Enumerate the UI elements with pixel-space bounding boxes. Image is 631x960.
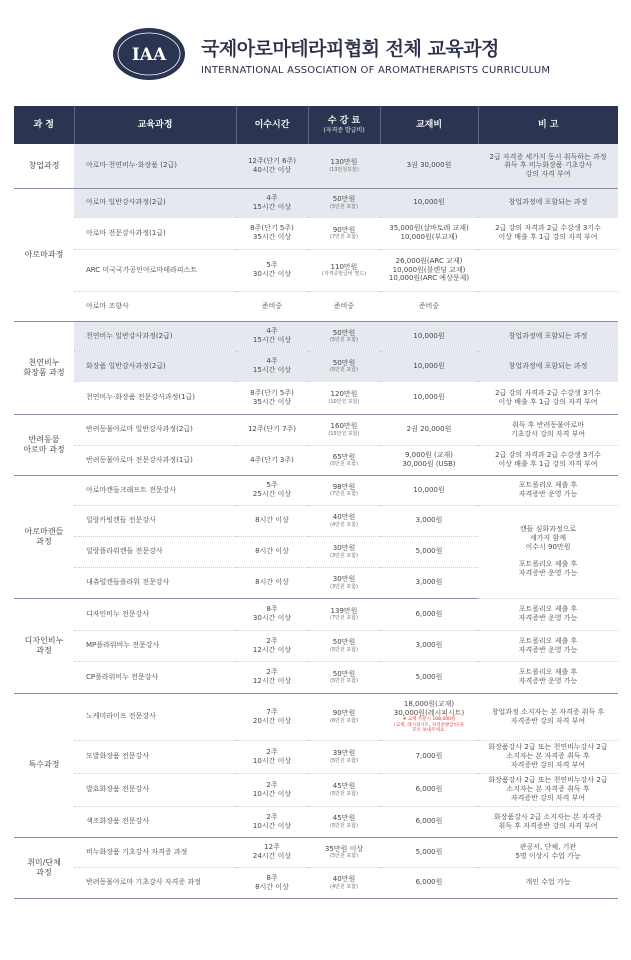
note-cell: 포트폴리오 제출 후 자격증반 운영 가능: [478, 475, 618, 505]
table-row: [14, 217, 618, 249]
fee-cell: [308, 381, 380, 414]
fee-sub: (5만원 포함): [330, 853, 358, 860]
fee-value: 160만원: [330, 422, 358, 430]
material-value: 10,000원: [413, 331, 445, 340]
course-cell: 천연비누·화장품 전문강사과정(1급): [74, 381, 236, 414]
course-cell: 내츄럴캔들플라워 전문강사: [74, 567, 236, 598]
fee-cell: [308, 630, 380, 661]
fee-value: 50만원: [332, 195, 356, 203]
table-row: [14, 630, 618, 661]
category-cell: 특수과정: [14, 693, 74, 837]
table-row: [14, 598, 618, 630]
fee-sub: (3만원 포함): [330, 583, 358, 590]
hours-cell: 8주 8시간 이상: [236, 867, 308, 898]
hours-cell: 5주 30시간 이상: [236, 249, 308, 291]
fee-sub: (10만원 포함): [328, 398, 360, 405]
fee-sub: (13만원포함): [329, 167, 359, 173]
material-cell: [380, 188, 478, 217]
fee-cell: [308, 475, 380, 505]
material-cell: [380, 837, 478, 867]
hours-cell: 8주(단기 5주) 35시간 이상: [236, 381, 308, 414]
material-value: 6,000원: [415, 878, 443, 887]
fee-cell: [308, 505, 380, 536]
note-cell: 2급 강의 자격과 2급 수강생 3기수 이상 배출 후 1급 강의 자격 부여: [478, 217, 618, 249]
material-value: 2권 20,000원: [406, 425, 452, 434]
note-cell: 창업과정에 포함되는 과정: [478, 351, 618, 381]
course-cell: 반려동물아로마 일반강사과정(2급): [74, 414, 236, 445]
hours-cell: 8시간 이상: [236, 536, 308, 567]
fee-cell: [308, 217, 380, 249]
fee-sub: (15만원 포함): [328, 430, 360, 437]
category-cell: 반려동물 아로마 과정: [14, 414, 74, 475]
fee-cell: [308, 188, 380, 217]
material-cell: [380, 598, 478, 630]
material-cell: [380, 505, 478, 536]
fee-value: 30만원: [332, 544, 356, 552]
hours-cell: 2주 12시간 이상: [236, 630, 308, 661]
hours-cell: 2주 10시간 이상: [236, 740, 308, 773]
material-cell: [380, 475, 478, 505]
material-note: ※ 교재 주문시 108,000원 (교재, 레시피시트, 자격증발급비)을 모두 보내주세요.: [393, 717, 465, 733]
fee-cell: [308, 321, 380, 351]
fee-sub: (5만원 포함): [330, 790, 358, 797]
fee-sub: (7만원 포함): [330, 234, 358, 241]
fee-sub: (7만원 포함): [330, 491, 358, 498]
material-cell: [380, 536, 478, 567]
hours-cell: 4주 15시간 이상: [236, 188, 308, 217]
fee-value: 45만원: [332, 814, 356, 822]
fee-sub: (5만원 포함): [330, 461, 358, 468]
fee-cell: [308, 598, 380, 630]
fee-cell: [308, 806, 380, 837]
material-value: 6,000원: [415, 609, 443, 618]
material-cell: [380, 773, 478, 806]
material-value: 3,000원: [415, 641, 443, 650]
fee-cell: [308, 351, 380, 381]
course-cell: 반려동물아로마 전문강사과정(1급): [74, 445, 236, 475]
fee-cell: [308, 445, 380, 475]
course-cell: 아로마 일반강사과정(2급): [74, 188, 236, 217]
material-cell: [380, 567, 478, 598]
material-cell: [380, 445, 478, 475]
table-row: [14, 773, 618, 806]
category-cell: 아로마과정: [14, 188, 74, 321]
note-cell: 창업과정 소지자는 본 자격증 취득 후 자격증반 강의 자격 부여: [478, 693, 618, 740]
material-cell: [380, 291, 478, 321]
fee-sub: (자격증발급비 별도): [321, 271, 367, 278]
fee-value: 110만원: [330, 262, 358, 271]
table-row: [14, 291, 618, 321]
category-cell: 아로마캔들 과정: [14, 475, 74, 598]
page-title: 국제아로마테라피협회 전체 교육과정: [201, 38, 499, 60]
material-value: 준비중: [418, 301, 440, 310]
material-value: 10,000원: [413, 361, 445, 370]
hours-cell: 8주(단기 5주) 35시간 이상: [236, 217, 308, 249]
table-row: [14, 249, 618, 291]
material-value: 5,000원: [415, 672, 443, 681]
material-value: 5,000원: [415, 847, 443, 856]
table-row: [14, 837, 618, 867]
material-cell: [380, 661, 478, 693]
note-cell: 포트폴리오 제출 후 자격증반 운영 가능: [478, 630, 618, 661]
note-cell: 2급 강의 자격과 2급 수강생 3기수 이상 배출 후 1급 강의 자격 부여: [478, 381, 618, 414]
table-row: [14, 505, 618, 536]
table-row: [14, 867, 618, 898]
fee-sub: (5만원 포함): [330, 822, 358, 829]
note-cell: 창업과정에 포함되는 과정: [478, 188, 618, 217]
material-value: 10,000원: [413, 393, 445, 402]
material-value: 10,000원: [413, 485, 445, 494]
note-cell: 화장품강사 2급 또는 천연비누강사 2급 소지자는 본 자격증 취득 후 자격증반 강의 자격 부여: [478, 773, 618, 806]
fee-sub: (3만원 포함): [330, 552, 358, 559]
page-subtitle: INTERNATIONAL ASSOCIATION OF AROMATHERAPISTS CURRICULUM: [201, 65, 551, 76]
note-cell: 취득 후 반려동물아로마 기초강사 강의 자격 부여: [478, 414, 618, 445]
fee-cell: [308, 414, 380, 445]
fee-sub: (5만원 포함): [330, 337, 358, 344]
header-hours: 이수시간: [236, 106, 308, 144]
fee-sub: (6만원 포함): [330, 717, 358, 724]
hours-cell: 12주(단기 6주) 40시간 이상: [236, 144, 308, 188]
fee-value: 65만원: [332, 452, 356, 461]
page-header: [0, 0, 631, 104]
table-body: [14, 144, 618, 898]
fee-cell: [308, 291, 380, 321]
hours-cell: 12주(단기 7주): [236, 414, 308, 445]
hours-cell: 8시간 이상: [236, 505, 308, 536]
course-cell: 디자인비누 전문강사: [74, 598, 236, 630]
material-value: 35,000원(살바토레 교재) 10,000원(부교재): [389, 224, 469, 241]
header-category: 과 정: [14, 106, 74, 144]
fee-sub: (4만원 포함): [330, 883, 358, 890]
material-cell: [380, 351, 478, 381]
material-cell: [380, 740, 478, 773]
header-note: 비 고: [478, 106, 618, 144]
table-row: [14, 144, 618, 188]
table-row: [14, 321, 618, 351]
category-cell: 창업과정: [14, 144, 74, 188]
hours-cell: 2주 10시간 이상: [236, 806, 308, 837]
course-cell: 아로마캔들크래프트 전문강사: [74, 475, 236, 505]
fee-value: 50만원: [332, 638, 356, 646]
note-cell: 관공서, 단체, 기관 5명 이상시 수업 가능: [478, 837, 618, 867]
material-value: 7,000원: [415, 752, 443, 761]
table-row: [14, 475, 618, 505]
note-cell: [478, 249, 618, 291]
note-cell: 2급 강의 자격과 2급 수강생 3기수 이상 배출 후 1급 강의 자격 부여: [478, 445, 618, 475]
course-cell: 발효화장품 전문강사: [74, 773, 236, 806]
header-fee: 수 강 료 (자격증 발급비): [308, 106, 380, 144]
course-cell: 모발화장품 전문강사: [74, 740, 236, 773]
course-cell: CP플라워비누 전문강사: [74, 661, 236, 693]
note-cell: 개인 수업 가능: [478, 867, 618, 898]
note-cell: 화장품강사 2급 또는 천연비누강사 2급 소지자는 본 자격증 취득 후 자격증반 강의 자격 부여: [478, 740, 618, 773]
fee-value: 90만원: [332, 709, 356, 717]
material-value: 3,000원: [415, 516, 443, 525]
table-row: [14, 381, 618, 414]
hours-cell: 4주(단기 3주): [236, 445, 308, 475]
logo-text: IAA: [131, 45, 167, 65]
fee-cell: [308, 867, 380, 898]
hours-cell: 8주 30시간 이상: [236, 598, 308, 630]
note-cell: [478, 291, 618, 321]
fee-value: 40만원: [332, 513, 356, 521]
material-cell: [380, 144, 478, 188]
fee-cell: [308, 773, 380, 806]
course-cell: 비누화장품 기초강사 자격증 과정: [74, 837, 236, 867]
table-row: [14, 445, 618, 475]
course-cell: 색조화장품 전문강사: [74, 806, 236, 837]
fee-value: 50만원: [332, 328, 356, 337]
category-cell: 천연비누 화장품 과정: [14, 321, 74, 414]
fee-value: 139만원: [330, 606, 358, 615]
table-row: [14, 351, 618, 381]
table-row: [14, 806, 618, 837]
fee-sub: (5만원 포함): [330, 757, 358, 764]
category-cell: 디자인비누 과정: [14, 598, 74, 693]
header-course: 교육과정: [74, 106, 236, 144]
fee-sub: (5만원 포함): [330, 646, 358, 653]
material-value: 5,000원: [415, 547, 443, 556]
fee-sub: (5만원 포함): [330, 678, 358, 685]
category-cell: 취미/단체 과정: [14, 837, 74, 898]
material-cell: [380, 806, 478, 837]
fee-value: 39만원: [332, 749, 356, 757]
curriculum-table: [14, 106, 618, 899]
note-cell: 창업과정에 포함되는 과정: [478, 321, 618, 351]
note-cell: 포트폴리오 제출 후 자격증반 운영 가능: [478, 661, 618, 693]
material-cell: [380, 249, 478, 291]
hours-cell: 4주 15시간 이상: [236, 351, 308, 381]
fee-value: 50만원: [332, 669, 356, 678]
course-cell: 노케미라이프 전문강사: [74, 693, 236, 740]
hours-cell: 5주 25시간 이상: [236, 475, 308, 505]
course-cell: 반려동물아로마 기초강사 자격증 과정: [74, 867, 236, 898]
course-cell: 화장품 일반강사과정(2급): [74, 351, 236, 381]
material-value: 9,000원 (교재) 30,000원 (USB): [402, 451, 456, 468]
fee-sub: (7만원 포함): [330, 615, 358, 622]
hours-cell: 4주 15시간 이상: [236, 321, 308, 351]
note-cell: 2급 자격증 세가지 동시 취득하는 과정 취득 후 비누화장품 기초강사 강의 자격 부여: [478, 144, 618, 188]
hours-cell: 8시간 이상: [236, 567, 308, 598]
table-row: [14, 414, 618, 445]
material-cell: [380, 867, 478, 898]
material-cell: [380, 414, 478, 445]
material-value: 6,000원: [415, 785, 443, 794]
course-cell: 천연비누 일반강사과정(2급): [74, 321, 236, 351]
fee-cell: [308, 144, 380, 188]
table-row: [14, 693, 618, 740]
hours-cell: 2주 10시간 이상: [236, 773, 308, 806]
fee-value: 30만원: [332, 575, 356, 583]
material-cell: [380, 321, 478, 351]
hours-cell: 2주 12시간 이상: [236, 661, 308, 693]
course-cell: 아로마 조향사: [74, 291, 236, 321]
material-cell: [380, 693, 478, 740]
header-material: 교재비: [380, 106, 478, 144]
note-cell: 포트폴리오 제출 후 자격증반 운영 가능: [478, 598, 618, 630]
course-cell: 일랑카빙캔들 전문강사: [74, 505, 236, 536]
fee-value: 98만원: [332, 482, 356, 491]
fee-cell: [308, 567, 380, 598]
fee-value: 45만원: [332, 782, 356, 790]
fee-value: 130만원: [330, 158, 358, 167]
material-cell: [380, 381, 478, 414]
fee-sub: (5만원 포함): [330, 367, 358, 374]
fee-cell: [308, 837, 380, 867]
fee-cell: [308, 740, 380, 773]
material-cell: [380, 630, 478, 661]
course-cell: 아로마 전문강사과정(1급): [74, 217, 236, 249]
material-value: 3권 30,000원: [406, 161, 452, 170]
table-header-row: [14, 106, 618, 144]
fee-sub: (4만원 포함): [330, 521, 358, 528]
table-row: [14, 188, 618, 217]
fee-value: 준비중: [333, 301, 355, 310]
material-value: 3,000원: [415, 578, 443, 587]
note-cell: 화장품강사 2급 소지자는 본 자격증 취득 후 자격증반 강의 자격 부여: [478, 806, 618, 837]
fee-value: 90만원: [332, 225, 356, 234]
hours-cell: 7주 20시간 이상: [236, 693, 308, 740]
fee-cell: [308, 661, 380, 693]
fee-value: 35만원 이상: [324, 844, 364, 853]
fee-value: 40만원: [332, 875, 356, 883]
course-cell: ARC 미국국가공인아로마테라피스트: [74, 249, 236, 291]
material-value: 18,000원(교재) 30,000원(레시피시트): [393, 699, 465, 717]
material-value: 26,000원(ARC 교재) 10,000원(블렌딩 교재) 10,000원(ARC 예상문제): [388, 256, 470, 283]
material-value: 6,000원: [415, 817, 443, 826]
table-row: [14, 740, 618, 773]
material-value: 10,000원: [413, 198, 445, 207]
fee-cell: [308, 249, 380, 291]
fee-value: 120만원: [330, 390, 358, 398]
material-cell: [380, 217, 478, 249]
hours-cell: 12주 24시간 이상: [236, 837, 308, 867]
note-cell: 캔들 심화과정으로 세가지 함께 이수시 90만원 포트폴리오 제출 후 자격증반 운영 가능: [478, 505, 618, 598]
fee-value: 50만원: [332, 358, 356, 367]
course-cell: 일랑플라워캔들 전문강사: [74, 536, 236, 567]
table-row: [14, 661, 618, 693]
course-cell: 아로마·천연비누·화장품 (2급): [74, 144, 236, 188]
fee-cell: [308, 536, 380, 567]
course-cell: MP플라워비누 전문강사: [74, 630, 236, 661]
iaa-logo: [111, 26, 187, 82]
hours-cell: 준비중: [236, 291, 308, 321]
fee-cell: [308, 693, 380, 740]
fee-sub: (5만원 포함): [330, 203, 358, 210]
